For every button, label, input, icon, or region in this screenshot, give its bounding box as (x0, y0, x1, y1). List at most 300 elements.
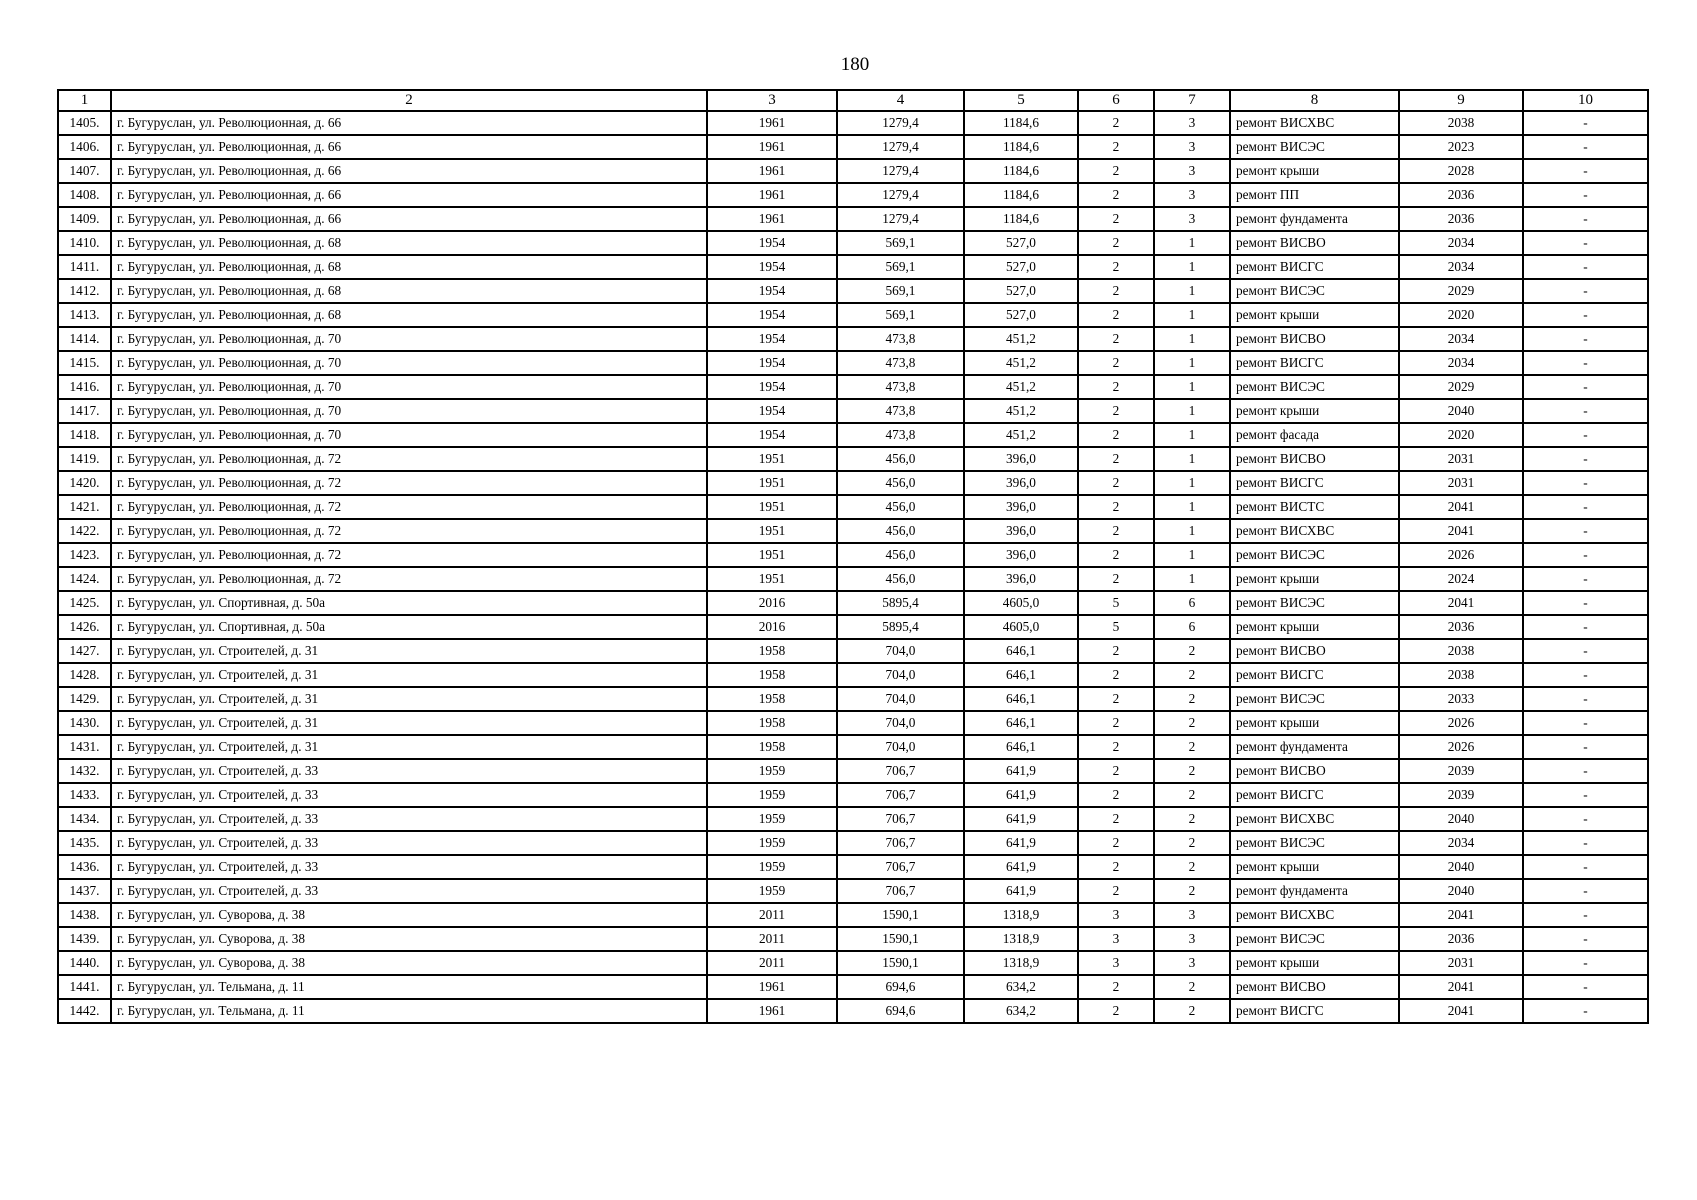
floors-cell: 2 (1078, 975, 1154, 999)
planned-year-cell: 2041 (1399, 591, 1523, 615)
column-header-3: 3 (707, 90, 837, 111)
year-built-cell: 1954 (707, 375, 837, 399)
work-type-cell: ремонт ВИСГС (1230, 663, 1399, 687)
work-type-cell: ремонт ВИСВО (1230, 975, 1399, 999)
work-type-cell: ремонт ВИСГС (1230, 783, 1399, 807)
total-area-cell: 706,7 (837, 807, 964, 831)
planned-year-cell: 2036 (1399, 927, 1523, 951)
entrances-cell: 1 (1154, 447, 1230, 471)
floors-cell: 2 (1078, 543, 1154, 567)
living-area-cell: 1184,6 (964, 135, 1078, 159)
total-area-cell: 473,8 (837, 423, 964, 447)
address-cell: г. Бугуруслан, ул. Строителей, д. 33 (111, 831, 707, 855)
living-area-cell: 527,0 (964, 255, 1078, 279)
planned-year-cell: 2029 (1399, 375, 1523, 399)
living-area-cell: 396,0 (964, 447, 1078, 471)
table-row (58, 279, 1648, 303)
total-area-cell: 1279,4 (837, 135, 964, 159)
work-type-cell: ремонт крыши (1230, 615, 1399, 639)
planned-year-cell: 2029 (1399, 279, 1523, 303)
living-area-cell: 451,2 (964, 423, 1078, 447)
living-area-cell: 396,0 (964, 495, 1078, 519)
year-built-cell: 1958 (707, 687, 837, 711)
address-cell: г. Бугуруслан, ул. Строителей, д. 31 (111, 687, 707, 711)
work-type-cell: ремонт ВИСГС (1230, 351, 1399, 375)
floors-cell: 2 (1078, 639, 1154, 663)
address-cell: г. Бугуруслан, ул. Революционная, д. 70 (111, 351, 707, 375)
address-cell: г. Бугуруслан, ул. Революционная, д. 68 (111, 303, 707, 327)
total-area-cell: 569,1 (837, 231, 964, 255)
floors-cell: 2 (1078, 831, 1154, 855)
total-area-cell: 456,0 (837, 495, 964, 519)
row-number-cell: 1436. (58, 855, 111, 879)
note-cell: - (1523, 639, 1648, 663)
planned-year-cell: 2040 (1399, 399, 1523, 423)
total-area-cell: 473,8 (837, 375, 964, 399)
table-row (58, 255, 1648, 279)
living-area-cell: 1184,6 (964, 207, 1078, 231)
year-built-cell: 1959 (707, 807, 837, 831)
year-built-cell: 1961 (707, 207, 837, 231)
work-type-cell: ремонт ВИСГС (1230, 471, 1399, 495)
floors-cell: 2 (1078, 351, 1154, 375)
note-cell: - (1523, 279, 1648, 303)
year-built-cell: 1961 (707, 999, 837, 1023)
year-built-cell: 1958 (707, 711, 837, 735)
row-number-cell: 1409. (58, 207, 111, 231)
row-number-cell: 1440. (58, 951, 111, 975)
address-cell: г. Бугуруслан, ул. Революционная, д. 66 (111, 159, 707, 183)
address-cell: г. Бугуруслан, ул. Революционная, д. 68 (111, 279, 707, 303)
entrances-cell: 1 (1154, 423, 1230, 447)
entrances-cell: 1 (1154, 519, 1230, 543)
work-type-cell: ремонт ВИСХВС (1230, 519, 1399, 543)
total-area-cell: 704,0 (837, 735, 964, 759)
note-cell: - (1523, 735, 1648, 759)
address-cell: г. Бугуруслан, ул. Революционная, д. 72 (111, 495, 707, 519)
note-cell: - (1523, 831, 1648, 855)
work-type-cell: ремонт ВИСЭС (1230, 591, 1399, 615)
year-built-cell: 2011 (707, 927, 837, 951)
work-type-cell: ремонт ВИСВО (1230, 639, 1399, 663)
note-cell: - (1523, 687, 1648, 711)
floors-cell: 2 (1078, 447, 1154, 471)
planned-year-cell: 2038 (1399, 663, 1523, 687)
floors-cell: 2 (1078, 519, 1154, 543)
entrances-cell: 3 (1154, 903, 1230, 927)
row-number-cell: 1417. (58, 399, 111, 423)
address-cell: г. Бугуруслан, ул. Суворова, д. 38 (111, 951, 707, 975)
row-number-cell: 1405. (58, 111, 111, 135)
note-cell: - (1523, 663, 1648, 687)
table-row (58, 831, 1648, 855)
note-cell: - (1523, 879, 1648, 903)
table-row (58, 663, 1648, 687)
year-built-cell: 1951 (707, 471, 837, 495)
entrances-cell: 2 (1154, 639, 1230, 663)
total-area-cell: 1590,1 (837, 927, 964, 951)
column-header-5: 5 (964, 90, 1078, 111)
total-area-cell: 1279,4 (837, 207, 964, 231)
work-type-cell: ремонт ВИСЭС (1230, 831, 1399, 855)
year-built-cell: 1954 (707, 351, 837, 375)
floors-cell: 2 (1078, 735, 1154, 759)
note-cell: - (1523, 855, 1648, 879)
floors-cell: 2 (1078, 207, 1154, 231)
note-cell: - (1523, 711, 1648, 735)
table-row (58, 543, 1648, 567)
planned-year-cell: 2039 (1399, 783, 1523, 807)
total-area-cell: 706,7 (837, 855, 964, 879)
row-number-cell: 1418. (58, 423, 111, 447)
table-row (58, 711, 1648, 735)
floors-cell: 2 (1078, 687, 1154, 711)
row-number-cell: 1428. (58, 663, 111, 687)
planned-year-cell: 2034 (1399, 231, 1523, 255)
living-area-cell: 634,2 (964, 975, 1078, 999)
living-area-cell: 4605,0 (964, 591, 1078, 615)
work-type-cell: ремонт ВИСВО (1230, 447, 1399, 471)
column-header-6: 6 (1078, 90, 1154, 111)
work-type-cell: ремонт ВИСТС (1230, 495, 1399, 519)
living-area-cell: 646,1 (964, 663, 1078, 687)
work-type-cell: ремонт ВИСХВС (1230, 903, 1399, 927)
entrances-cell: 2 (1154, 807, 1230, 831)
floors-cell: 2 (1078, 471, 1154, 495)
floors-cell: 5 (1078, 591, 1154, 615)
total-area-cell: 694,6 (837, 975, 964, 999)
table-row (58, 375, 1648, 399)
entrances-cell: 6 (1154, 591, 1230, 615)
living-area-cell: 451,2 (964, 327, 1078, 351)
row-number-cell: 1423. (58, 543, 111, 567)
year-built-cell: 1959 (707, 855, 837, 879)
note-cell: - (1523, 183, 1648, 207)
planned-year-cell: 2026 (1399, 735, 1523, 759)
address-cell: г. Бугуруслан, ул. Революционная, д. 68 (111, 231, 707, 255)
row-number-cell: 1410. (58, 231, 111, 255)
year-built-cell: 1961 (707, 135, 837, 159)
total-area-cell: 569,1 (837, 255, 964, 279)
table-row (58, 879, 1648, 903)
living-area-cell: 451,2 (964, 351, 1078, 375)
floors-cell: 2 (1078, 759, 1154, 783)
table-row (58, 111, 1648, 135)
total-area-cell: 5895,4 (837, 615, 964, 639)
note-cell: - (1523, 975, 1648, 999)
table-row (58, 207, 1648, 231)
address-cell: г. Бугуруслан, ул. Революционная, д. 72 (111, 447, 707, 471)
entrances-cell: 2 (1154, 879, 1230, 903)
column-header-4: 4 (837, 90, 964, 111)
work-type-cell: ремонт ВИСХВС (1230, 807, 1399, 831)
planned-year-cell: 2033 (1399, 687, 1523, 711)
total-area-cell: 1279,4 (837, 111, 964, 135)
address-cell: г. Бугуруслан, ул. Строителей, д. 33 (111, 759, 707, 783)
address-cell: г. Бугуруслан, ул. Суворова, д. 38 (111, 903, 707, 927)
living-area-cell: 396,0 (964, 543, 1078, 567)
living-area-cell: 641,9 (964, 783, 1078, 807)
living-area-cell: 1318,9 (964, 951, 1078, 975)
living-area-cell: 4605,0 (964, 615, 1078, 639)
planned-year-cell: 2040 (1399, 879, 1523, 903)
year-built-cell: 1951 (707, 447, 837, 471)
work-type-cell: ремонт ВИСГС (1230, 255, 1399, 279)
living-area-cell: 641,9 (964, 759, 1078, 783)
entrances-cell: 1 (1154, 471, 1230, 495)
living-area-cell: 396,0 (964, 567, 1078, 591)
table-row (58, 687, 1648, 711)
entrances-cell: 2 (1154, 975, 1230, 999)
year-built-cell: 2011 (707, 903, 837, 927)
year-built-cell: 1951 (707, 543, 837, 567)
planned-year-cell: 2039 (1399, 759, 1523, 783)
year-built-cell: 1951 (707, 567, 837, 591)
work-type-cell: ремонт ВИСХВС (1230, 111, 1399, 135)
total-area-cell: 456,0 (837, 567, 964, 591)
year-built-cell: 1959 (707, 783, 837, 807)
planned-year-cell: 2034 (1399, 327, 1523, 351)
entrances-cell: 3 (1154, 183, 1230, 207)
address-cell: г. Бугуруслан, ул. Революционная, д. 68 (111, 255, 707, 279)
address-cell: г. Бугуруслан, ул. Революционная, д. 66 (111, 207, 707, 231)
row-number-cell: 1433. (58, 783, 111, 807)
row-number-cell: 1421. (58, 495, 111, 519)
entrances-cell: 3 (1154, 927, 1230, 951)
floors-cell: 3 (1078, 927, 1154, 951)
year-built-cell: 1959 (707, 831, 837, 855)
living-area-cell: 1184,6 (964, 111, 1078, 135)
year-built-cell: 1954 (707, 399, 837, 423)
work-type-cell: ремонт ВИСЭС (1230, 135, 1399, 159)
work-type-cell: ремонт ВИСВО (1230, 759, 1399, 783)
year-built-cell: 1951 (707, 495, 837, 519)
table-row (58, 639, 1648, 663)
note-cell: - (1523, 447, 1648, 471)
table-row (58, 927, 1648, 951)
total-area-cell: 5895,4 (837, 591, 964, 615)
entrances-cell: 2 (1154, 759, 1230, 783)
work-type-cell: ремонт крыши (1230, 711, 1399, 735)
planned-year-cell: 2020 (1399, 423, 1523, 447)
row-number-cell: 1437. (58, 879, 111, 903)
address-cell: г. Бугуруслан, ул. Строителей, д. 33 (111, 855, 707, 879)
living-area-cell: 1318,9 (964, 927, 1078, 951)
work-type-cell: ремонт ВИСЭС (1230, 375, 1399, 399)
address-cell: г. Бугуруслан, ул. Спортивная, д. 50а (111, 615, 707, 639)
floors-cell: 2 (1078, 879, 1154, 903)
living-area-cell: 646,1 (964, 735, 1078, 759)
floors-cell: 2 (1078, 111, 1154, 135)
year-built-cell: 2011 (707, 951, 837, 975)
row-number-cell: 1438. (58, 903, 111, 927)
row-number-cell: 1413. (58, 303, 111, 327)
planned-year-cell: 2034 (1399, 831, 1523, 855)
living-area-cell: 646,1 (964, 639, 1078, 663)
row-number-cell: 1427. (58, 639, 111, 663)
year-built-cell: 1961 (707, 183, 837, 207)
planned-year-cell: 2040 (1399, 855, 1523, 879)
address-cell: г. Бугуруслан, ул. Революционная, д. 66 (111, 111, 707, 135)
floors-cell: 3 (1078, 951, 1154, 975)
table-row (58, 135, 1648, 159)
row-number-cell: 1441. (58, 975, 111, 999)
entrances-cell: 3 (1154, 951, 1230, 975)
year-built-cell: 1951 (707, 519, 837, 543)
note-cell: - (1523, 303, 1648, 327)
total-area-cell: 456,0 (837, 471, 964, 495)
row-number-cell: 1432. (58, 759, 111, 783)
work-type-cell: ремонт фундамента (1230, 735, 1399, 759)
total-area-cell: 694,6 (837, 999, 964, 1023)
planned-year-cell: 2031 (1399, 951, 1523, 975)
table-row (58, 735, 1648, 759)
row-number-cell: 1424. (58, 567, 111, 591)
address-cell: г. Бугуруслан, ул. Спортивная, д. 50а (111, 591, 707, 615)
row-number-cell: 1407. (58, 159, 111, 183)
planned-year-cell: 2020 (1399, 303, 1523, 327)
entrances-cell: 3 (1154, 159, 1230, 183)
planned-year-cell: 2038 (1399, 639, 1523, 663)
address-cell: г. Бугуруслан, ул. Суворова, д. 38 (111, 927, 707, 951)
entrances-cell: 1 (1154, 303, 1230, 327)
planned-year-cell: 2041 (1399, 519, 1523, 543)
work-type-cell: ремонт фасада (1230, 423, 1399, 447)
row-number-cell: 1411. (58, 255, 111, 279)
entrances-cell: 1 (1154, 495, 1230, 519)
address-cell: г. Бугуруслан, ул. Строителей, д. 31 (111, 639, 707, 663)
table-row (58, 399, 1648, 423)
planned-year-cell: 2036 (1399, 183, 1523, 207)
planned-year-cell: 2026 (1399, 543, 1523, 567)
column-header-2: 2 (111, 90, 707, 111)
entrances-cell: 1 (1154, 279, 1230, 303)
table-row (58, 975, 1648, 999)
address-cell: г. Бугуруслан, ул. Строителей, д. 33 (111, 879, 707, 903)
table-row (58, 951, 1648, 975)
year-built-cell: 1958 (707, 735, 837, 759)
floors-cell: 2 (1078, 423, 1154, 447)
work-type-cell: ремонт крыши (1230, 303, 1399, 327)
entrances-cell: 2 (1154, 855, 1230, 879)
year-built-cell: 1954 (707, 255, 837, 279)
floors-cell: 3 (1078, 903, 1154, 927)
row-number-cell: 1414. (58, 327, 111, 351)
living-area-cell: 646,1 (964, 687, 1078, 711)
row-number-cell: 1420. (58, 471, 111, 495)
header-row (58, 90, 1648, 111)
work-type-cell: ремонт ПП (1230, 183, 1399, 207)
living-area-cell: 634,2 (964, 999, 1078, 1023)
table-row (58, 807, 1648, 831)
total-area-cell: 704,0 (837, 663, 964, 687)
work-type-cell: ремонт ВИСВО (1230, 327, 1399, 351)
living-area-cell: 1184,6 (964, 183, 1078, 207)
living-area-cell: 641,9 (964, 855, 1078, 879)
note-cell: - (1523, 399, 1648, 423)
year-built-cell: 1954 (707, 231, 837, 255)
note-cell: - (1523, 231, 1648, 255)
entrances-cell: 1 (1154, 567, 1230, 591)
planned-year-cell: 2034 (1399, 351, 1523, 375)
table-row (58, 783, 1648, 807)
planned-year-cell: 2038 (1399, 111, 1523, 135)
living-area-cell: 646,1 (964, 711, 1078, 735)
floors-cell: 2 (1078, 183, 1154, 207)
note-cell: - (1523, 567, 1648, 591)
planned-year-cell: 2041 (1399, 975, 1523, 999)
note-cell: - (1523, 327, 1648, 351)
living-area-cell: 1184,6 (964, 159, 1078, 183)
table-row (58, 327, 1648, 351)
planned-year-cell: 2041 (1399, 495, 1523, 519)
year-built-cell: 2016 (707, 615, 837, 639)
floors-cell: 2 (1078, 159, 1154, 183)
table-row (58, 231, 1648, 255)
work-type-cell: ремонт крыши (1230, 399, 1399, 423)
table-row (58, 999, 1648, 1023)
total-area-cell: 473,8 (837, 327, 964, 351)
row-number-cell: 1435. (58, 831, 111, 855)
note-cell: - (1523, 375, 1648, 399)
table-row (58, 183, 1648, 207)
year-built-cell: 1958 (707, 663, 837, 687)
table-row (58, 447, 1648, 471)
total-area-cell: 706,7 (837, 831, 964, 855)
table-body (58, 111, 1648, 1023)
note-cell: - (1523, 255, 1648, 279)
table-row (58, 759, 1648, 783)
year-built-cell: 1961 (707, 159, 837, 183)
row-number-cell: 1431. (58, 735, 111, 759)
address-cell: г. Бугуруслан, ул. Тельмана, д. 11 (111, 999, 707, 1023)
living-area-cell: 527,0 (964, 231, 1078, 255)
living-area-cell: 641,9 (964, 879, 1078, 903)
note-cell: - (1523, 999, 1648, 1023)
total-area-cell: 1590,1 (837, 951, 964, 975)
note-cell: - (1523, 543, 1648, 567)
living-area-cell: 451,2 (964, 375, 1078, 399)
planned-year-cell: 2024 (1399, 567, 1523, 591)
note-cell: - (1523, 351, 1648, 375)
table-row (58, 591, 1648, 615)
planned-year-cell: 2023 (1399, 135, 1523, 159)
year-built-cell: 1961 (707, 111, 837, 135)
total-area-cell: 456,0 (837, 519, 964, 543)
note-cell: - (1523, 135, 1648, 159)
work-type-cell: ремонт ВИСЭС (1230, 927, 1399, 951)
note-cell: - (1523, 927, 1648, 951)
address-cell: г. Бугуруслан, ул. Революционная, д. 72 (111, 471, 707, 495)
note-cell: - (1523, 903, 1648, 927)
entrances-cell: 2 (1154, 687, 1230, 711)
address-cell: г. Бугуруслан, ул. Строителей, д. 31 (111, 735, 707, 759)
floors-cell: 2 (1078, 375, 1154, 399)
floors-cell: 2 (1078, 255, 1154, 279)
note-cell: - (1523, 807, 1648, 831)
address-cell: г. Бугуруслан, ул. Революционная, д. 72 (111, 519, 707, 543)
address-cell: г. Бугуруслан, ул. Строителей, д. 33 (111, 807, 707, 831)
living-area-cell: 527,0 (964, 303, 1078, 327)
note-cell: - (1523, 471, 1648, 495)
address-cell: г. Бугуруслан, ул. Революционная, д. 70 (111, 423, 707, 447)
column-header-10: 10 (1523, 90, 1648, 111)
column-header-8: 8 (1230, 90, 1399, 111)
entrances-cell: 2 (1154, 999, 1230, 1023)
floors-cell: 2 (1078, 495, 1154, 519)
address-cell: г. Бугуруслан, ул. Строителей, д. 31 (111, 711, 707, 735)
total-area-cell: 456,0 (837, 447, 964, 471)
